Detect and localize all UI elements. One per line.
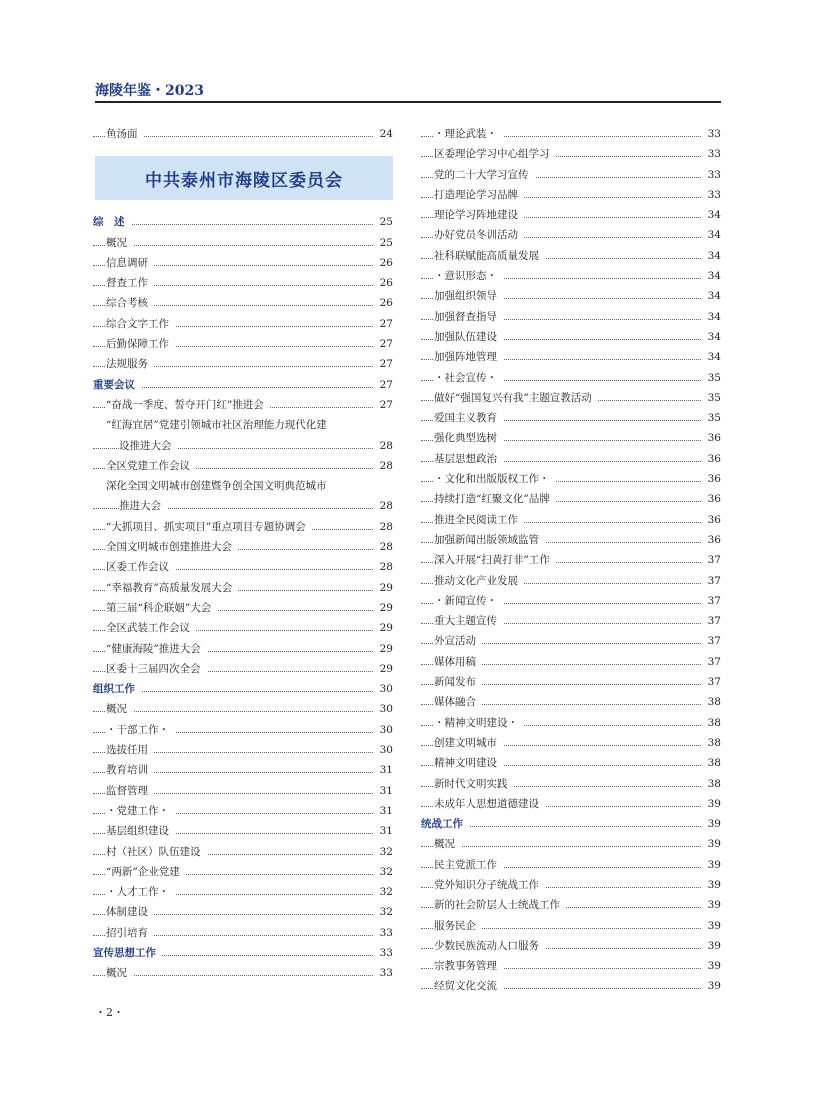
toc-entry-page: 31 [374,801,393,821]
toc-entry[interactable] [93,517,393,537]
toc-entry-page: 34 [702,347,721,367]
toc-entry-page: 39 [702,855,721,875]
toc-entry[interactable] [93,496,393,516]
toc-entry-label: 爱国主义教育 [434,408,503,428]
toc-entry-label: “奋战一季度、誓夺开门红”推进会 [106,395,270,415]
toc-entry-page: 29 [374,639,393,659]
toc-entry-label: 社科联赋能高质量发展 [434,246,545,266]
toc-entry-label: “大抓项目、抓实项目”重点项目专题协调会 [106,517,312,537]
toc-entry[interactable] [93,253,393,273]
toc-entry-page: 34 [702,246,721,266]
toc-entry-label: 党外知识分子统战工作 [434,875,545,895]
toc-entry-label: ・干部工作・ [106,720,175,740]
toc-entry[interactable] [421,652,721,672]
toc-entry[interactable] [421,368,721,388]
toc-entry-label: 经贸文化交流 [434,976,503,996]
toc-entry-label: 宣传思想工作 [93,943,162,963]
toc-entry[interactable] [421,895,721,915]
toc-entry-page: 38 [702,774,721,794]
toc-entry[interactable] [421,713,721,733]
toc-entry[interactable] [421,307,721,327]
toc-entry[interactable] [421,875,721,895]
toc-entry-page: 27 [374,314,393,334]
toc-entry-page: 34 [702,205,721,225]
section-banner: 中共泰州市海陵区委员会 [95,156,393,200]
toc-entry[interactable] [93,659,393,679]
toc-entry[interactable] [421,469,721,489]
toc-entry-page: 27 [374,334,393,354]
toc-entry[interactable] [93,436,393,456]
toc-entry-page: 32 [374,862,393,882]
toc-entry-label: ・文化和出版版权工作・ [434,469,556,489]
toc-entry[interactable] [421,124,721,144]
toc-entry[interactable] [93,537,393,557]
toc-entry[interactable] [93,862,393,882]
toc-entry-page: 38 [702,692,721,712]
toc-entry-page: 27 [374,375,393,395]
toc-entry[interactable] [93,923,393,943]
toc-entry[interactable] [421,225,721,245]
toc-entry-label: 持续打造“红聚文化”品牌 [434,489,556,509]
toc-entry-page: 26 [374,273,393,293]
toc-entry[interactable] [93,902,393,922]
toc-entry-label: ・理论武装・ [434,124,503,144]
toc-entry-label: ・党建工作・ [106,801,175,821]
toc-entry-page: 35 [702,368,721,388]
toc-entry-label: 服务民企 [434,916,482,936]
toc-entry[interactable] [93,354,393,374]
toc-entry-page: 31 [374,760,393,780]
toc-entry-label: 加强新闻出版领域监管 [434,530,545,550]
toc-entry-label: 区委理论学习中心组学习 [434,144,556,164]
toc-entry-label: 办好党员冬训活动 [434,225,524,245]
toc-entry-label: 深入开展“扫黄打非”工作 [434,550,556,570]
toc-section-entry[interactable] [93,212,393,232]
toc-entry[interactable] [93,720,393,740]
dot-leader [421,846,721,847]
toc-entry-page: 30 [374,699,393,719]
toc-entry-label: “红海宜居”党建引领城市社区治理能力现代化建 [106,415,333,435]
dot-leader [93,975,393,976]
toc-entry-page: 25 [374,212,393,232]
toc-entry-page: 35 [702,408,721,428]
toc-entry-label: 新时代文明实践 [434,774,514,794]
toc-entry-label: 概况 [106,233,133,253]
toc-entry[interactable] [421,976,721,996]
toc-entry-label: 精神文明建设 [434,753,503,773]
toc-entry-label: 教育培训 [106,760,154,780]
toc-group [93,212,393,983]
toc-entry-page: 38 [702,753,721,773]
toc-entry-label: 基层思想政治 [434,449,503,469]
dot-leader [93,224,393,225]
toc-entry-page: 25 [374,233,393,253]
toc-entry[interactable] [421,672,721,692]
toc-entry-label: 加强督查指导 [434,307,503,327]
toc-entry[interactable] [421,631,721,651]
toc-entry-label: 重大主题宣传 [434,611,503,631]
toc-entry-label: “健康海陵”推进大会 [106,639,207,659]
toc-entry[interactable] [421,753,721,773]
toc-entry-label: 基层组织建设 [106,821,175,841]
toc-entry-label: 加强组织领导 [434,286,503,306]
toc-entry-label: 综 述 [93,212,131,232]
toc-entry[interactable] [93,801,393,821]
toc-entry-page: 28 [374,537,393,557]
toc-entry-page: 33 [702,165,721,185]
toc-section-entry[interactable] [421,814,721,834]
toc-entry-page: 33 [374,923,393,943]
toc-entry[interactable] [93,842,393,862]
toc-entry-label: 重要会议 [93,375,141,395]
toc-section-entry[interactable] [93,679,393,699]
toc-entry[interactable] [93,781,393,801]
toc-entry-page: 34 [702,307,721,327]
toc-entry[interactable] [93,963,393,983]
toc-entry-label: 全区党建工作会议 [106,456,196,476]
toc-entry-page: 37 [702,591,721,611]
toc-right-column [421,124,721,997]
toc-entry-page: 39 [702,916,721,936]
toc-entry-page: 38 [702,733,721,753]
toc-entry[interactable] [93,699,393,719]
toc-entry-label: 做好“强国复兴有我”主题宣教活动 [434,388,598,408]
toc-entry-label: 村（社区）队伍建设 [106,842,207,862]
toc-entry-page: 31 [374,781,393,801]
page-number: ・2・ [95,1006,124,1019]
toc-entry-label: 概况 [106,963,133,983]
toc-entry-label: 民主党派工作 [434,855,503,875]
toc-entry-label: 外宣活动 [434,631,482,651]
toc-entry-page: 29 [374,598,393,618]
toc-entry-page: 39 [702,956,721,976]
toc-entry[interactable] [93,578,393,598]
toc-entry-label: 监督管理 [106,781,154,801]
toc-entry-label: ・精神文明建设・ [434,713,524,733]
toc-entry[interactable] [93,415,393,435]
toc-entry[interactable] [93,476,393,496]
toc-entry-label: 法规服务 [106,354,154,374]
toc-entry-page: 30 [374,679,393,699]
toc-entry-label: 推进全民阅读工作 [434,510,524,530]
toc-entry[interactable] [421,165,721,185]
toc-entry-page: 34 [702,286,721,306]
toc-entry-page: 36 [702,530,721,550]
toc-entry[interactable] [93,557,393,577]
toc-entry-page: 39 [702,936,721,956]
toc-entry-page: 29 [374,578,393,598]
toc-entry[interactable] [421,956,721,976]
toc-entry[interactable] [421,388,721,408]
toc-entry-label: 统战工作 [421,814,469,834]
toc-entry[interactable] [93,760,393,780]
toc-entry-label: “幸福教育”高质量发展大会 [106,578,238,598]
toc-entry[interactable] [93,395,393,415]
toc-entry[interactable] [93,639,393,659]
toc-entry-page: 30 [374,720,393,740]
toc-entry-label: 媒体融合 [434,692,482,712]
toc-entry-label: 加强队伍建设 [434,327,503,347]
toc-entry-label: 加强阵地管理 [434,347,503,367]
toc-entry-page: 37 [702,652,721,672]
toc-entry-label: 信息调研 [106,253,154,273]
toc-group [421,124,721,997]
toc-entry-label: 后勤保障工作 [106,334,175,354]
toc-entry-label: ・意识形态・ [434,266,503,286]
toc-entry-label: 深化全国文明城市创建暨争创全国文明典范城市 [106,476,333,496]
toc-entry[interactable] [421,286,721,306]
toc-entry-page: 36 [702,510,721,530]
toc-section-entry[interactable] [93,375,393,395]
toc-entry-label: ・新闻宣传・ [434,591,503,611]
toc-entry[interactable] [421,347,721,367]
toc-entry[interactable] [93,334,393,354]
toc-entry-label: ・社会宣传・ [434,368,503,388]
toc-entry-label: 推进大会 [119,496,167,516]
toc-entry[interactable] [421,834,721,854]
toc-entry-page: 36 [702,449,721,469]
toc-entry-page: 39 [702,895,721,915]
running-header [95,80,721,102]
toc-entry[interactable] [93,314,393,334]
toc-entry-label: 综合考核 [106,293,154,313]
toc-entry-page: 28 [374,436,393,456]
toc-entry-page: 37 [702,550,721,570]
toc-entry-label: 区委工作会议 [106,557,175,577]
toc-entry[interactable] [93,273,393,293]
toc-entry[interactable] [421,266,721,286]
toc-entry-page: 28 [374,557,393,577]
toc-entry-page: 39 [702,875,721,895]
toc-entry-page: 33 [374,963,393,983]
toc-entry-page: 32 [374,902,393,922]
toc-section-entry[interactable] [93,943,393,963]
toc-entry[interactable] [421,855,721,875]
toc-entry[interactable] [93,618,393,638]
toc-entry[interactable] [421,246,721,266]
toc-entry-page: 39 [702,794,721,814]
toc-entry-page: 39 [702,814,721,834]
toc-left-column [93,124,393,984]
toc-entry-page: 29 [374,618,393,638]
toc-entry-label: 组织工作 [93,679,141,699]
toc-entry-page: 26 [374,253,393,273]
toc-entry-page: 33 [702,144,721,164]
toc-entry[interactable] [421,510,721,530]
toc-entry[interactable] [93,293,393,313]
toc-entry-label: “两新”企业党建 [106,862,186,882]
toc-entry[interactable] [93,598,393,618]
toc-entry-label: 少数民族流动人口服务 [434,936,545,956]
toc-entry-label: 概况 [106,699,133,719]
toc-entry[interactable] [421,774,721,794]
toc-entry[interactable] [421,794,721,814]
toc-entry-page: 39 [702,976,721,996]
toc-entry-page: 37 [702,611,721,631]
toc-entry[interactable] [421,327,721,347]
toc-entry[interactable] [421,185,721,205]
toc-entry-page: 32 [374,882,393,902]
toc-entry-page: 37 [702,672,721,692]
toc-entry-page: 33 [702,124,721,144]
toc-entry[interactable] [93,821,393,841]
toc-entry[interactable] [421,408,721,428]
toc-entry-page: 35 [702,388,721,408]
toc-entry-page: 28 [374,496,393,516]
header-rule [95,101,721,103]
toc-entry[interactable] [421,489,721,509]
toc-entry[interactable] [93,740,393,760]
toc-entry-label: 综合文字工作 [106,314,175,334]
toc-entry-page: 36 [702,428,721,448]
toc-entry-label: 理论学习阵地建设 [434,205,524,225]
toc-entry-page: 28 [374,456,393,476]
toc-entry-page: 38 [702,713,721,733]
toc-entry-label: 未成年人思想道德建设 [434,794,545,814]
toc-entry-label: 强化典型选树 [434,428,503,448]
toc-entry-label: 鱼汤面 [106,124,144,144]
toc-entry-page: 26 [374,293,393,313]
toc-entry[interactable] [421,550,721,570]
toc-entry[interactable] [421,591,721,611]
toc-entry-page: 30 [374,740,393,760]
toc-entry-label: 全国文明城市创建推进大会 [106,537,238,557]
toc-entry-label: 新的社会阶层人士统战工作 [434,895,566,915]
toc-entry[interactable] [421,205,721,225]
toc-entry[interactable] [93,882,393,902]
toc-entry[interactable] [421,936,721,956]
toc-entry-label: 第三届“科企联姻”大会 [106,598,217,618]
toc-entry[interactable] [93,456,393,476]
dot-leader [93,711,393,712]
toc-entry-page: 34 [702,266,721,286]
dot-leader [93,245,393,246]
toc-entry-page: 34 [702,327,721,347]
toc-entry[interactable] [421,449,721,469]
toc-entry-label: 概况 [434,834,461,854]
toc-entry[interactable] [421,571,721,591]
toc-entry-label: 宗教事务管理 [434,956,503,976]
toc-entry-page: 39 [702,834,721,854]
toc-entry[interactable] [421,530,721,550]
toc-entry-page: 27 [374,395,393,415]
toc-entry-page: 34 [702,225,721,245]
yearbook-title: 海陵年鉴・2023 [95,83,204,99]
toc-entry-label: 招引培育 [106,923,154,943]
toc-entry-page: 36 [702,469,721,489]
toc-entry-page: 37 [702,571,721,591]
toc-entry[interactable] [93,124,393,144]
toc-entry-label: 党的二十大学习宣传 [434,165,535,185]
toc-entry-label: ・人才工作・ [106,882,175,902]
toc-entry[interactable] [421,144,721,164]
toc-entry-page: 33 [702,185,721,205]
toc-entry-page: 37 [702,631,721,651]
toc-entry-page: 27 [374,354,393,374]
toc-entry[interactable] [421,428,721,448]
toc-entry[interactable] [421,916,721,936]
toc-entry-label: 体制建设 [106,902,154,922]
toc-entry-label: 全区武装工作会议 [106,618,196,638]
toc-entry-page: 36 [702,489,721,509]
toc-entry-page: 24 [374,124,393,144]
toc-entry[interactable] [421,692,721,712]
toc-entry-page: 28 [374,517,393,537]
toc-entry-label: 推动文化产业发展 [434,571,524,591]
toc-entry-label: 媒体用稿 [434,652,482,672]
toc-entry-label: 督查工作 [106,273,154,293]
toc-entry[interactable] [421,611,721,631]
toc-entry-page: 32 [374,842,393,862]
toc-entry-label: 新闻发布 [434,672,482,692]
toc-group [93,124,393,144]
toc-entry-page: 33 [374,943,393,963]
toc-entry-label: 设推进大会 [119,436,178,456]
toc-entry-label: 打造理论学习品牌 [434,185,524,205]
toc-entry-page: 31 [374,821,393,841]
toc-entry-label: 选拔任用 [106,740,154,760]
toc-entry[interactable] [421,733,721,753]
toc-entry-label: 创建文明城市 [434,733,503,753]
toc-entry-page: 29 [374,659,393,679]
toc-entry-label: 区委十三届四次全会 [106,659,207,679]
toc-entry[interactable] [93,233,393,253]
